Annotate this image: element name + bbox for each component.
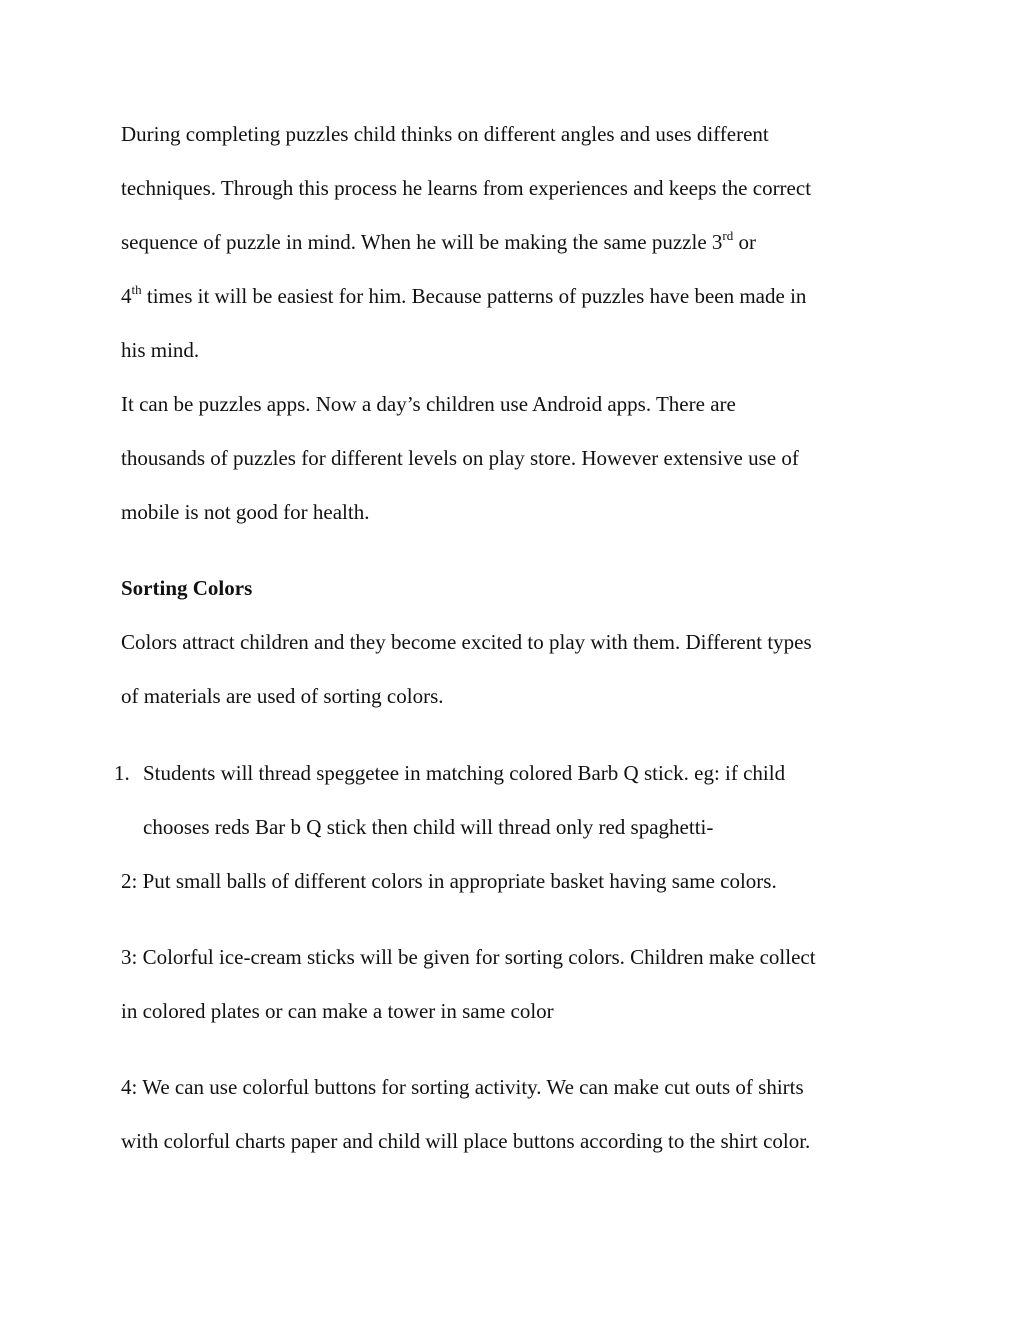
paragraph-line: thousands of puzzles for different levels on play store. However extensive use of (121, 446, 799, 470)
list-item-line: 4: We can use colorful buttons for sorting activity. We can make cut outs of shirts (121, 1075, 804, 1099)
paragraph-line: It can be puzzles apps. Now a day’s children use Android apps. There are (121, 392, 736, 416)
paragraph-line (121, 282, 806, 310)
section-heading: Sorting Colors (121, 576, 253, 600)
paragraph-line (121, 228, 756, 256)
list-item-number: 1. (114, 761, 130, 785)
list-item-line: chooses reds Bar b Q stick then child will thread only red spaghetti- (143, 815, 714, 839)
text-run: times it will be easiest for him. Because patterns of puzzles have been made in (141, 284, 807, 308)
list-item-line: 3: Colorful ice-cream sticks will be given for sorting colors. Children make collect (121, 945, 816, 969)
text-run: sequence of puzzle in mind. When he will be making the same puzzle 3 (121, 230, 723, 254)
paragraph-line: Colors attract children and they become excited to play with them. Different types (121, 630, 812, 654)
paragraph-line: of materials are used of sorting colors. (121, 684, 444, 708)
text-run: or (733, 230, 757, 254)
text-run: 4 (121, 284, 132, 308)
paragraph-line: mobile is not good for health. (121, 500, 370, 524)
list-item-line: Students will thread speggetee in matching colored Barb Q stick. eg: if child (143, 761, 786, 785)
superscript: th (131, 282, 142, 297)
paragraph-line: During completing puzzles child thinks on different angles and uses different (121, 122, 769, 146)
superscript: rd (722, 228, 734, 243)
list-item-line: in colored plates or can make a tower in same color (121, 999, 554, 1023)
paragraph-line: his mind. (121, 338, 200, 362)
list-item-line: with colorful charts paper and child will place buttons according to the shirt color. (121, 1129, 811, 1153)
paragraph-line: techniques. Through this process he learns from experiences and keeps the correct (121, 176, 812, 200)
list-item: 2: Put small balls of different colors in appropriate basket having same colors. (121, 869, 777, 893)
